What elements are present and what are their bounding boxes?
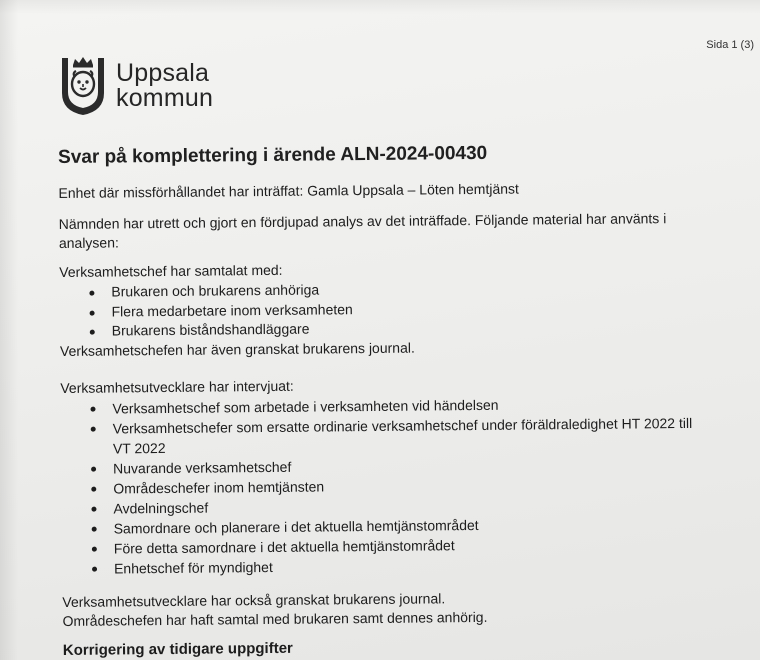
list-item: Verksamhetschefer som ersatte ordinarie verksamhetschef under föräldraledighet HT 2022 till VT 2022 <box>113 412 711 458</box>
organization-name <box>116 61 213 111</box>
page-shadow-top <box>0 0 760 14</box>
next-section-heading: Korrigering av tidigare uppgifter <box>62 639 293 659</box>
developer-section-lead: Verksamhetsutvecklare har intervjuat: <box>60 377 294 396</box>
unit-line: Enhet där missförhållandet har inträffat: Gamla Uppsala – Löten hemtjänst <box>58 180 519 201</box>
lion-crest-icon <box>58 55 108 117</box>
organization-name-line-1: Uppsala <box>116 59 210 87</box>
list-item: Verksamhetschef som arbetade i verksamheten vid händelsen <box>112 392 710 418</box>
document-title: Svar på komplettering i ärende ALN-2024-00430 <box>58 142 488 168</box>
manager-section-lead: Verksamhetschef har samtalat med: <box>59 261 283 280</box>
organization-logo <box>58 55 213 117</box>
list-item: Enhetschef för myndighet <box>114 552 712 578</box>
intro-paragraph: Nämnden har utrett och gjort en fördjupad analys av det inträffade. Följande material har använts i analysen: <box>58 210 667 251</box>
list-item: Flera medarbetare inom verksamheten <box>111 296 709 321</box>
list-item: Före detta samordnare i det aktuella hemtjänstområdet <box>114 532 712 558</box>
list-item: Brukarens biståndshandläggare <box>112 316 710 341</box>
document-body <box>58 141 713 660</box>
manager-interview-list <box>59 277 710 342</box>
manager-journal-note: Verksamhetschefen har även granskat brukarens journal. <box>59 339 415 359</box>
list-item: Nuvarande verksamhetschef <box>113 452 711 478</box>
list-item: Avdelningschef <box>113 492 711 518</box>
developer-interview-list <box>60 392 712 578</box>
list-item: Områdeschefer inom hemtjänsten <box>113 472 711 498</box>
page-number: Sida 1 (3) <box>706 39 754 51</box>
page-shadow-left <box>0 0 18 660</box>
list-item: Samordnare och planerare i det aktuella hemtjänstområdet <box>114 512 712 538</box>
list-item: Brukaren och brukarens anhöriga <box>111 277 709 302</box>
organization-name-line-2: kommun <box>116 84 214 112</box>
closing-line: Områdeschefen har haft samtal med brukaren samt dennes anhörig. <box>62 608 488 629</box>
closing-line: Verksamhetsutvecklare har också granskat brukarens journal. <box>62 589 446 610</box>
